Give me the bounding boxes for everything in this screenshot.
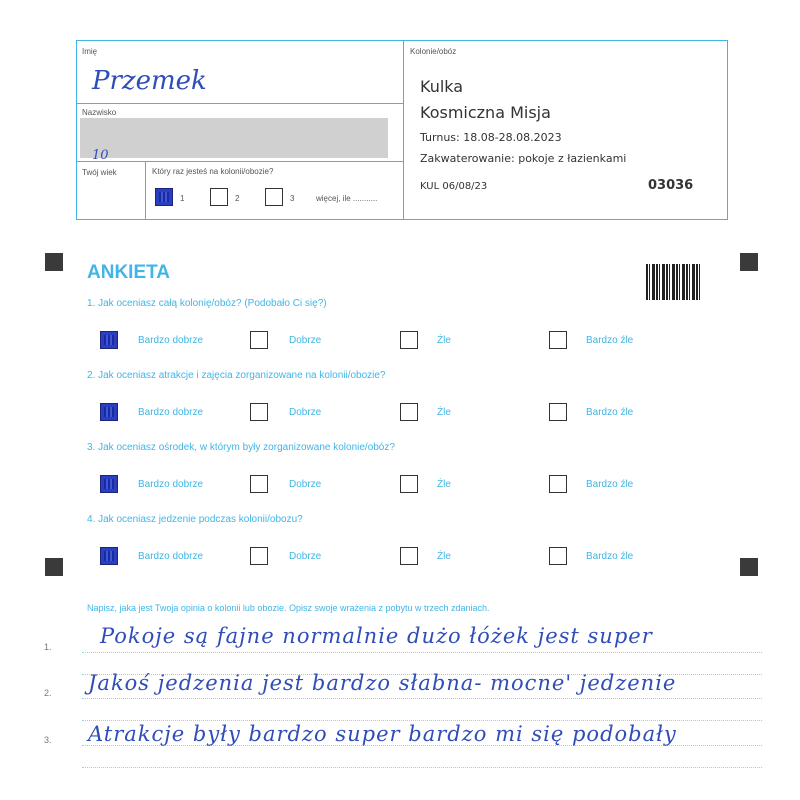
question-2-option-2: Dobrze bbox=[289, 407, 322, 418]
question-1-checkbox-3[interactable] bbox=[400, 331, 418, 349]
question-2-text: 2. Jak oceniasz atrakcje i zajęcia zorganizowane na kolonii/obozie? bbox=[87, 370, 386, 381]
age-label: Twój wiek bbox=[82, 168, 117, 177]
registration-marker-bl bbox=[45, 558, 63, 576]
camp-subtitle: Kosmiczna Misja bbox=[420, 103, 551, 122]
question-3-option-2: Dobrze bbox=[289, 479, 322, 490]
camp-label: Kolonie/obóz bbox=[410, 47, 457, 56]
line-number-3: 3. bbox=[44, 735, 52, 745]
question-1-checkbox-1[interactable] bbox=[100, 331, 118, 349]
times-option-3: 3 bbox=[290, 194, 295, 203]
line-number-2: 2. bbox=[44, 688, 52, 698]
line-number-1: 1. bbox=[44, 642, 52, 652]
question-1-option-4: Bardzo źle bbox=[586, 335, 634, 346]
answer-line-2 bbox=[82, 698, 762, 699]
age-value[interactable]: 10 bbox=[92, 148, 109, 163]
question-1-checkbox-4[interactable] bbox=[549, 331, 567, 349]
answer-line-3b bbox=[82, 767, 762, 768]
times-option-2: 2 bbox=[235, 194, 240, 203]
question-4-checkbox-3[interactable] bbox=[400, 547, 418, 565]
question-2-checkbox-1[interactable] bbox=[100, 403, 118, 421]
question-2-option-3: Źle bbox=[437, 407, 451, 418]
question-2-option-1: Bardzo dobrze bbox=[138, 407, 204, 418]
surname-label: Nazwisko bbox=[82, 108, 117, 117]
question-3-text: 3. Jak oceniasz ośrodek, w którym były zorganizowane kolonie/obóz? bbox=[87, 442, 395, 453]
answer-text-3[interactable]: Atrakcje były bardzo super bardzo mi się podobały bbox=[88, 722, 677, 746]
survey-title: ANKIETA bbox=[87, 262, 171, 283]
question-4-option-3: Źle bbox=[437, 551, 451, 562]
form-number: 03036 bbox=[648, 178, 694, 193]
turnus-text: Turnus: 18.08-28.08.2023 bbox=[420, 131, 562, 144]
times-checkbox-1[interactable] bbox=[155, 188, 173, 206]
question-3-checkbox-4[interactable] bbox=[549, 475, 567, 493]
question-3-option-1: Bardzo dobrze bbox=[138, 479, 204, 490]
answer-text-2[interactable]: Jakoś jedzenia jest bardzo słabna- mocne' jedzenie bbox=[88, 671, 677, 695]
times-checkbox-3[interactable] bbox=[265, 188, 283, 206]
times-checkbox-2[interactable] bbox=[210, 188, 228, 206]
opinion-prompt: Napisz, jaka jest Twoja opinia o kolonii lub obozie. Opisz swoje wrażenia z pobytu w trzech zdaniach. bbox=[87, 603, 490, 613]
question-1-option-3: Źle bbox=[437, 335, 451, 346]
question-4-option-1: Bardzo dobrze bbox=[138, 551, 204, 562]
registration-marker-br bbox=[740, 558, 758, 576]
question-1-option-2: Dobrze bbox=[289, 335, 322, 346]
times-option-more: więcej, ile ........... bbox=[316, 194, 378, 203]
surname-redacted bbox=[80, 118, 388, 158]
question-3-option-4: Bardzo źle bbox=[586, 479, 634, 490]
question-2-checkbox-3[interactable] bbox=[400, 403, 418, 421]
answer-line-1 bbox=[82, 652, 762, 653]
question-3-option-3: Źle bbox=[437, 479, 451, 490]
question-1-option-1: Bardzo dobrze bbox=[138, 335, 204, 346]
camp-code: KUL 06/08/23 bbox=[420, 181, 488, 192]
question-1-checkbox-2[interactable] bbox=[250, 331, 268, 349]
question-4-text: 4. Jak oceniasz jedzenie podczas kolonii/obozu? bbox=[87, 514, 303, 525]
question-2-checkbox-2[interactable] bbox=[250, 403, 268, 421]
question-4-checkbox-4[interactable] bbox=[549, 547, 567, 565]
barcode bbox=[646, 264, 702, 300]
question-2-checkbox-4[interactable] bbox=[549, 403, 567, 421]
question-4-checkbox-2[interactable] bbox=[250, 547, 268, 565]
name-value[interactable]: Przemek bbox=[92, 66, 207, 96]
times-option-1: 1 bbox=[180, 194, 185, 203]
answer-text-1[interactable]: Pokoje są fajne normalnie dużo łóżek jest super bbox=[100, 624, 653, 648]
camp-name: Kulka bbox=[420, 77, 464, 96]
answer-line-2b bbox=[82, 720, 762, 721]
question-3-checkbox-2[interactable] bbox=[250, 475, 268, 493]
name-label: Imię bbox=[82, 47, 98, 56]
question-4-checkbox-1[interactable] bbox=[100, 547, 118, 565]
question-4-option-2: Dobrze bbox=[289, 551, 322, 562]
question-4-option-4: Bardzo źle bbox=[586, 551, 634, 562]
accommodation-text: Zakwaterowanie: pokoje z łazienkami bbox=[420, 152, 627, 165]
question-3-checkbox-1[interactable] bbox=[100, 475, 118, 493]
registration-marker-tl bbox=[45, 253, 63, 271]
times-label: Który raz jesteś na kolonii/obozie? bbox=[152, 167, 274, 176]
question-1-text: 1. Jak oceniasz całą kolonię/obóz? (Podobało Ci się?) bbox=[87, 298, 327, 309]
registration-marker-tr bbox=[740, 253, 758, 271]
question-3-checkbox-3[interactable] bbox=[400, 475, 418, 493]
question-2-option-4: Bardzo źle bbox=[586, 407, 634, 418]
